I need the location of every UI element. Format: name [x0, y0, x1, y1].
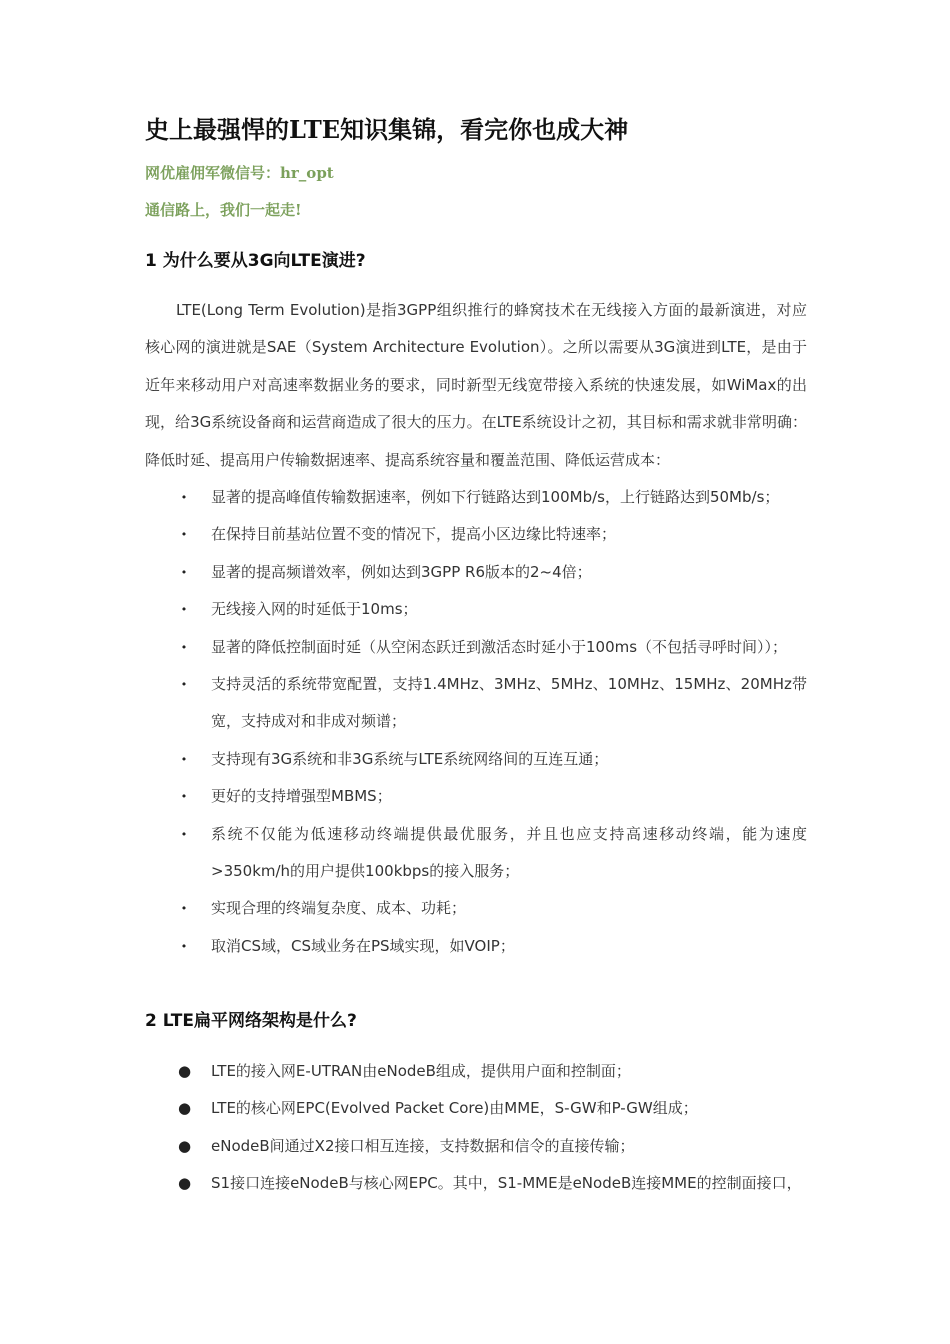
- bullet-icon: •: [180, 565, 188, 579]
- list-item: [145, 928, 807, 965]
- bullet-icon: ●: [178, 1174, 192, 1193]
- bullet-icon: •: [180, 528, 188, 542]
- list-item-text: LTE的接入网E-UTRAN由eNodeB组成，提供用户面和控制面；: [211, 1062, 631, 1080]
- bullet-icon: •: [180, 752, 188, 766]
- list-item: [145, 741, 807, 778]
- bullet-icon: ●: [178, 1136, 192, 1155]
- bullet-icon: •: [180, 603, 188, 617]
- bullet-icon: •: [180, 902, 188, 916]
- list-item-text: LTE的核心网EPC(Evolved Packet Core)由MME，S-GW和P-GW组成；: [211, 1099, 698, 1118]
- bullet-icon: ●: [178, 1099, 192, 1118]
- list-item-text: 无线接入网的时延低于10ms；: [211, 600, 418, 619]
- list-item: [145, 666, 807, 741]
- bullet-icon: •: [180, 827, 188, 841]
- section1-paragraph: LTE(Long Term Evolution)是指3GPP组织推行的蜂窝技术在无线接入方面的最新演进，对应核心网的演进就是SAE（System Architecture Evolution）。之所以需要从3G演进到LTE，是由于近年来移动用户对高速率数据业务的要求，同时新型无线宽带接入系统的快速发展，如WiMax的出现，给3G系统设备商和运营商造成了很大的压力。在LTE系统设计之初，其目标和需求就非常明确：降低时延、提高用户传输数据速率、提高系统容量和覆盖范围、降低运营成本：: [145, 301, 807, 469]
- list-item: [145, 816, 807, 891]
- bullet-icon: •: [180, 491, 188, 504]
- list-item: [145, 778, 807, 815]
- list-item: [145, 479, 807, 516]
- list-item-text: 更好的支持增强型MBMS；: [211, 787, 392, 806]
- bullet-icon: •: [180, 939, 188, 953]
- list-item: [145, 890, 807, 927]
- list-item-text: 显著的提高频谱效率，例如达到3GPP R6版本的2~4倍；: [211, 562, 592, 581]
- list-item-text: 支持现有3G系统和非3G系统与LTE系统网络间的互连互通；: [211, 749, 609, 768]
- list-item-text: 实现合理的终端复杂度、成本、功耗；: [211, 899, 467, 918]
- list-item: [145, 629, 807, 666]
- bullet-icon: •: [180, 678, 188, 692]
- list-item: [145, 1165, 807, 1202]
- bullet-icon: ●: [178, 1062, 192, 1080]
- slogan-line: 通信路上，我们一起走!: [145, 201, 302, 219]
- list-item: [145, 1090, 807, 1127]
- list-item-text: eNodeB间通过X2接口相互连接，支持数据和信令的直接传输；: [211, 1136, 635, 1155]
- list-item-text: 系统不仅能为低速移动终端提供最优服务，并且也应支持高速移动终端，能为速度>350km/h的用户提供100kbps的接入服务；: [211, 824, 807, 881]
- list-item-text: 在保持目前基站位置不变的情况下，提高小区边缘比特速率；: [211, 525, 617, 544]
- document-title: 史上最强悍的LTE知识集锦，看完你也成大神: [145, 115, 629, 144]
- list-item: [145, 1053, 807, 1090]
- list-item: [145, 554, 807, 591]
- list-item-text: 支持灵活的系统带宽配置，支持1.4MHz、3MHz、5MHz、10MHz、15MHz、20MHz带宽，支持成对和非成对频谱；: [211, 675, 807, 731]
- list-item-text: 显著的降低控制面时延（从空闲态跃迁到激活态时延小于100ms（不包括寻呼时间））；: [211, 637, 788, 656]
- section2-bullet-list: [145, 1053, 807, 1203]
- list-item-text: 显著的提高峰值传输数据速率，例如下行链路达到100Mb/s，上行链路达到50Mb/s；: [211, 488, 780, 506]
- bullet-icon: •: [180, 790, 188, 804]
- list-item: [145, 1128, 807, 1165]
- list-item: [145, 591, 807, 628]
- section1-heading: 1 为什么要从3G向LTE演进?: [145, 251, 366, 271]
- section1-bullet-list: [145, 479, 807, 965]
- list-item: [145, 516, 807, 553]
- bullet-icon: •: [180, 640, 188, 654]
- list-item-text: S1接口连接eNodeB与核心网EPC。其中，S1-MME是eNodeB连接MME的控制面接口，: [211, 1174, 802, 1193]
- section2-heading: 2 LTE扁平网络架构是什么?: [145, 1011, 357, 1031]
- list-item-text: 取消CS域，CS域业务在PS域实现，如VOIP；: [211, 936, 515, 955]
- wechat-id-line: 网优雇佣军微信号：hr_opt: [145, 164, 334, 182]
